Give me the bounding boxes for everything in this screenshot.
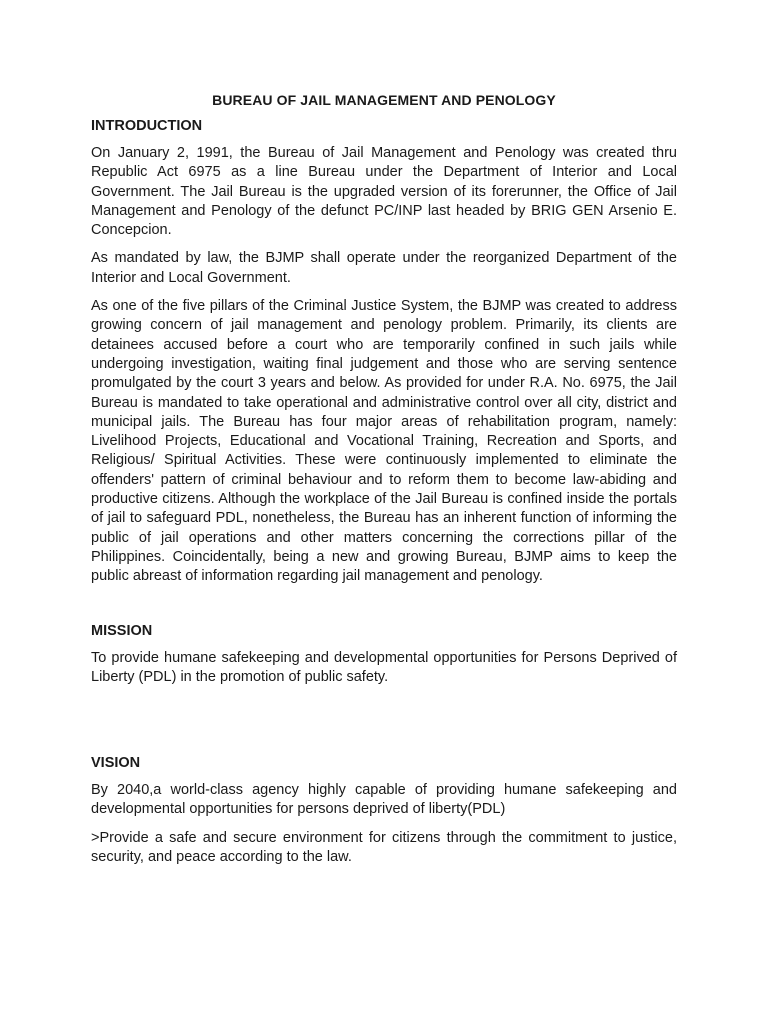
mission-heading: MISSION xyxy=(91,622,153,639)
mission-paragraph: To provide humane safekeeping and developmental opportunities for Persons Deprived of Liberty (PDL) in the promotion of public safety. xyxy=(91,649,677,685)
introduction-paragraph-1: On January 2, 1991, the Bureau of Jail Management and Penology was created thru Republic Act 6975 as a line Bureau under the Department of Interior and Local Government. The Jail Bureau is the upgraded version of its forerunner, the Office of Jail Management and Penology of the defunct PC/INP last headed by BRIG GEN Arsenio E. Concepcion. xyxy=(91,145,677,239)
document-title: BUREAU OF JAIL MANAGEMENT AND PENOLOGY xyxy=(212,92,556,108)
vision-paragraph-2: >Provide a safe and secure environment for citizens through the commitment to justice, security, and peace according to the law. xyxy=(91,829,677,866)
section-spacer xyxy=(91,596,677,622)
introduction-heading: INTRODUCTION xyxy=(91,118,203,134)
section-spacer xyxy=(91,696,677,754)
document-page xyxy=(91,92,677,876)
introduction-paragraph-3: As one of the five pillars of the Criminal Justice System, the BJMP was created to address growing concern of jail management and penology problem. Primarily, its clients are detainees accused before a court who are temporarily confined in such jails while undergoing investigation, waiting final judgement and those who are serving sentence promulgated by the court 3 years and below. As provided for under R.A. No. 6975, the Jail Bureau is mandated to take operational and administrative control over all city, district and municipal jails. The Bureau has four major areas of rehabilitation program, namely: Livelihood Projects, Educational and Vocational Training, Recreation and Sports, and Religious/ Spiritual Activities. These were continuously implemented to eliminate the offenders' pattern of criminal behaviour and to reform them to become law-abiding and productive citizens. Although the workplace of the Jail Bureau is confined inside the portals of jail to safeguard PDL, nonetheless, the Bureau has an inherent function of informing the public of jail operations and other matters concerning the corrections pillar of the Philippines. Coincidentally, being a new and growing Bureau, BJMP aims to keep the public abreast of information regarding jail management and penology. xyxy=(91,298,677,585)
introduction-paragraph-2: As mandated by law, the BJMP shall operate under the reorganized Department of the Interior and Local Government. xyxy=(91,250,677,286)
vision-heading: VISION xyxy=(91,755,141,772)
vision-paragraph-1: By 2040,a world-class agency highly capable of providing humane safekeeping and developmental opportunities for persons deprived of liberty(PDL) xyxy=(91,782,677,818)
